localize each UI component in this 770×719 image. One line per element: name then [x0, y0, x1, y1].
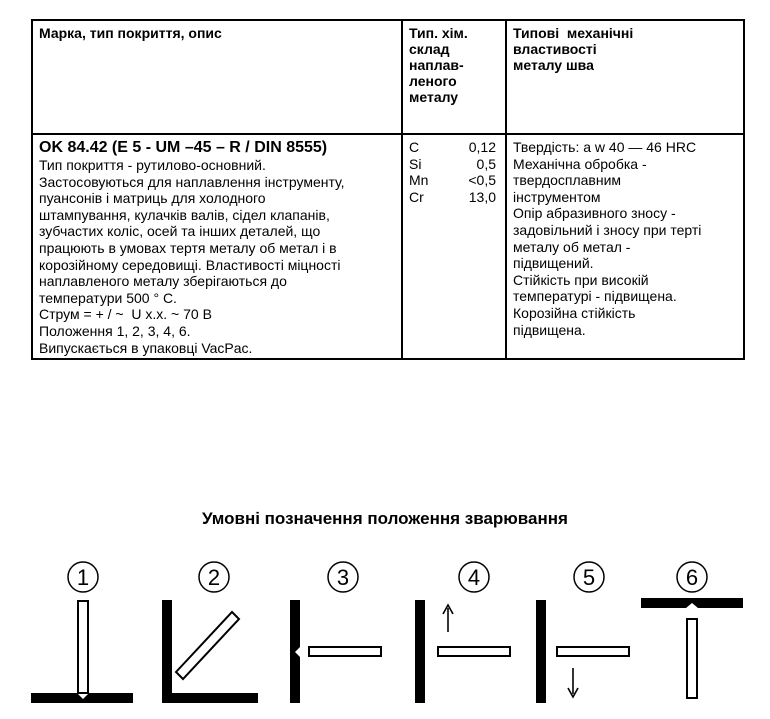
description-line: Тип покриття - рутилово-основний.	[39, 157, 266, 173]
element-value: 13,0	[468, 188, 496, 205]
property-line: підвищений.	[513, 255, 594, 272]
welding-positions-title: Умовні позначення положення зварювання	[202, 509, 568, 528]
element-symbol: C	[409, 139, 420, 155]
header-chemical-composition: Тип. хім. склад наплав- леного металу	[402, 20, 506, 134]
description-line: корозійному середовищі. Властивості міцності	[39, 256, 341, 273]
description-line: Застосовуються для наплавлення інструменту,	[39, 173, 345, 190]
header-grade-description: Марка, тип покриття, опис	[32, 20, 402, 134]
description-line: Положення 1, 2, 3, 4, 6.	[39, 322, 191, 339]
element-value: 0,5	[476, 155, 496, 172]
position-5-number: 5	[582, 565, 596, 590]
description-line: штампування, кулачків валів, сідел клапанів,	[39, 206, 330, 223]
position-5-symbol	[536, 562, 629, 703]
description-line: Випускається в упаковці VacPac.	[39, 339, 253, 356]
position-2-symbol	[162, 562, 258, 703]
property-line: підвищена.	[513, 321, 586, 338]
property-line: Твердість: а w 40 — 46 HRC	[513, 139, 697, 155]
position-2-number: 2	[207, 565, 221, 590]
header-mechanical-properties: Типові механічні властивості металу шва	[506, 20, 744, 134]
property-line: інструментом	[513, 188, 601, 205]
position-3-symbol	[290, 562, 381, 703]
element-symbol: Si	[409, 155, 422, 172]
element-value: 0,12	[468, 139, 496, 155]
description-line: зубчастих коліс, осей та інших деталей, що	[39, 223, 321, 240]
position-6-number: 6	[685, 565, 699, 590]
element-symbol: Mn	[409, 172, 429, 189]
property-line: металу об метал -	[513, 238, 631, 255]
property-line: Корозійна стійкість	[513, 304, 636, 321]
description-line: працюють в умовах тертя металу об метал і в	[39, 239, 337, 256]
property-line: Стійкість при високій	[513, 271, 649, 288]
element-value: <0,5	[468, 172, 496, 189]
property-line: задовільний і зносу при терті	[513, 221, 702, 238]
position-1-symbol	[31, 562, 133, 703]
position-4-symbol	[415, 562, 510, 703]
position-6-symbol	[641, 562, 743, 698]
property-line: Механічна обробка -	[513, 155, 647, 172]
property-line: Опір абразивного зносу -	[513, 205, 676, 222]
electrode-model: OK 84.42 (E 5 - UM –45 – R / DIN 8555)	[39, 139, 328, 156]
description-line: наплавленого металу зберігаються до	[39, 273, 287, 290]
element-symbol: Cr	[409, 188, 424, 205]
position-1-number: 1	[76, 565, 90, 590]
position-3-number: 3	[336, 565, 350, 590]
position-4-number: 4	[467, 565, 481, 590]
description-line: температури 500 ° С.	[39, 289, 177, 306]
description-line: пуансонів і матриць для холодного	[39, 190, 266, 207]
property-line: твердосплавним	[513, 172, 622, 189]
property-line: температурі - підвищена.	[513, 288, 677, 305]
description-line: Струм = + / ~ U х.х. ~ 70 В	[39, 306, 212, 323]
